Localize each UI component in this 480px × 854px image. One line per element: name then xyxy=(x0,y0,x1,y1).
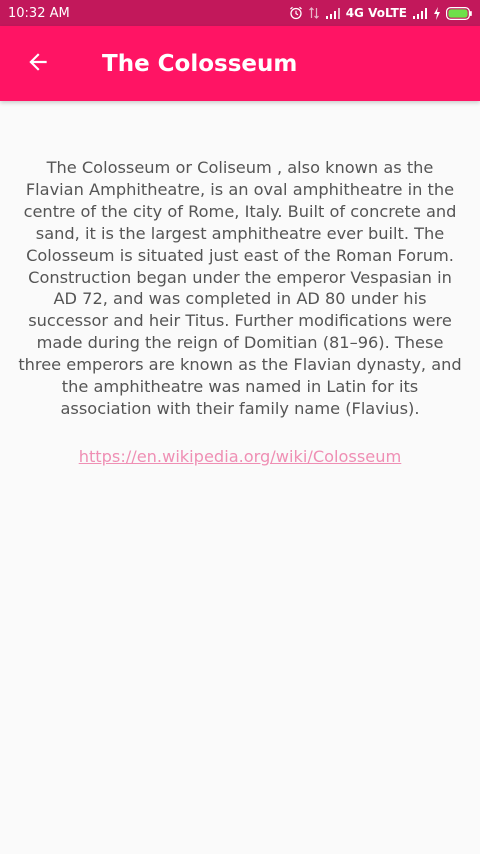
battery-icon xyxy=(446,7,472,20)
signal-icon xyxy=(412,7,428,19)
article-content xyxy=(0,101,480,466)
article-description: The Colosseum or Coliseum , also known as the Flavian Amphitheatre, is an oval amphitheatre in the centre of the city of Rome, Italy. Built of concrete and sand, it is the largest amphitheatre ever built. The Colosseum is situated just east of the Roman Forum. Construction began under the emperor Vespasian in AD 72, and was completed in AD 80 under his successor and heir Titus. Further modifications were made during the reign of Domitian (81–96). These three emperors are known as the Flavian dynasty, and the amphitheatre was named in Latin for its association with their family name (Flavius). xyxy=(18,158,462,418)
data-transfer-icon xyxy=(308,6,320,20)
charging-icon xyxy=(433,7,441,20)
signal-icon xyxy=(325,7,341,19)
page-title: The Colosseum xyxy=(102,50,298,77)
status-time: 10:32 AM xyxy=(8,5,70,21)
alarm-icon xyxy=(289,6,303,20)
app-toolbar xyxy=(0,26,480,101)
back-button[interactable] xyxy=(12,38,64,90)
network-label: 4G VoLTE xyxy=(345,6,407,20)
arrow-left-icon xyxy=(25,49,51,79)
status-icons xyxy=(289,6,472,20)
status-bar xyxy=(0,0,480,26)
wikipedia-link[interactable]: https://en.wikipedia.org/wiki/Colosseum xyxy=(78,446,402,466)
